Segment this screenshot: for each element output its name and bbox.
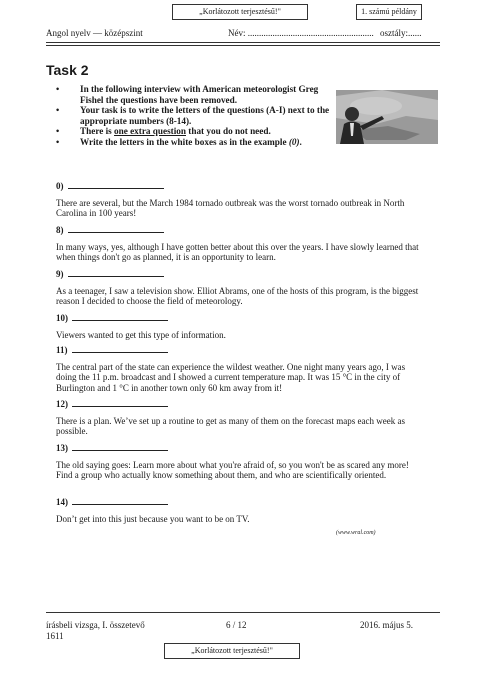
task-title: Task 2 [46, 62, 89, 78]
source-citation: (www.wral.com) [336, 530, 376, 536]
answer-text: In many ways, yes, although I have gotten better about this over the years. I have slowly learned that when things don't go as planned, it is an opportunity to learn. [56, 241, 419, 263]
meteorologist-photo [336, 90, 438, 144]
exam-subject: Angol nyelv — középszint [46, 28, 143, 38]
answer-number: 10) [56, 313, 68, 323]
answer-number: 12) [56, 399, 68, 409]
class-field: osztály:...... [380, 28, 422, 38]
answer-number: 8) [56, 225, 64, 235]
answer-number: 0) [56, 181, 64, 191]
answer-text: As a teenager, I saw a television show. Elliot Abrams, one of the hosts of this program, is the biggest reason I decided to choose the field of meteorology. [56, 285, 419, 307]
footer-exam-info [46, 620, 145, 642]
answer-text: The old saying goes: Learn more about what you're afraid of, so you won't be as scared any more! Find a group who actually know something about them, and who are scientifically oriented. [56, 459, 409, 481]
answer-blank[interactable] [72, 398, 168, 407]
answer-block-14 [56, 496, 426, 524]
answer-blank[interactable] [72, 442, 168, 451]
restricted-distribution-label-bottom: „Korlátozott terjesztésű!" [164, 643, 300, 659]
header-divider-secondary [46, 45, 440, 46]
header-divider [46, 42, 440, 43]
footer-exam-line: írásbeli vizsga, I. összetevő [46, 620, 145, 630]
answer-block-0 [56, 180, 426, 219]
answer-text: There is a plan. We’ve set up a routine to get as many of them on the forecast maps each week as possible. [56, 415, 405, 437]
instruction-item: • Write the letters in the white boxes as in the example (0). [46, 137, 336, 148]
answer-blank[interactable] [72, 344, 168, 353]
answer-block-10 [56, 312, 426, 340]
answer-block-8 [56, 224, 426, 263]
answer-block-12 [56, 398, 426, 437]
answer-block-11 [56, 344, 426, 393]
answer-number: 11) [56, 345, 68, 355]
answer-block-13 [56, 442, 426, 481]
task-instructions [46, 84, 336, 148]
exam-date: 2016. május 5. [360, 620, 413, 630]
footer-exam-code: 1611 [46, 631, 64, 641]
instruction-item: • There is one extra question that you do not need. [46, 126, 336, 137]
answer-number: 9) [56, 269, 64, 279]
instruction-item: • In the following interview with American meteorologist Greg Fishel the questions have been removed. [46, 84, 336, 105]
answer-text: Viewers wanted to get this type of information. [56, 329, 226, 340]
answer-number: 14) [56, 497, 68, 507]
instruction-item: • Your task is to write the letters of the questions (A-I) next to the appropriate numbers (8-14). [46, 105, 336, 126]
footer-divider [46, 612, 440, 613]
answer-text: The central part of the state can experience the wildest weather. One night many years ago, I was doing the 11 p.m. broadcast and I showed a current temperature map. It was 15 °C in the city of Burlington and 1 °C in another town only 60 km away from it! [56, 361, 406, 393]
answer-blank[interactable] [68, 180, 164, 189]
page-number: 6 / 12 [226, 620, 247, 630]
answer-block-9 [56, 268, 426, 307]
name-field: Név: ........................................................ [228, 28, 374, 38]
answer-number: 13) [56, 443, 68, 453]
answer-text: There are several, but the March 1984 tornado outbreak was the worst tornado outbreak in North Carolina in 100 years! [56, 197, 405, 219]
answer-blank[interactable] [72, 496, 168, 505]
restricted-distribution-label: „Korlátozott terjesztésű!" [172, 4, 308, 20]
answer-blank[interactable] [68, 268, 164, 277]
copy-number-label: 1. számú példány [356, 4, 422, 20]
answer-blank[interactable] [68, 224, 164, 233]
answer-blank[interactable] [72, 312, 168, 321]
answer-text: Don’t get into this just because you want to be on TV. [56, 513, 250, 524]
